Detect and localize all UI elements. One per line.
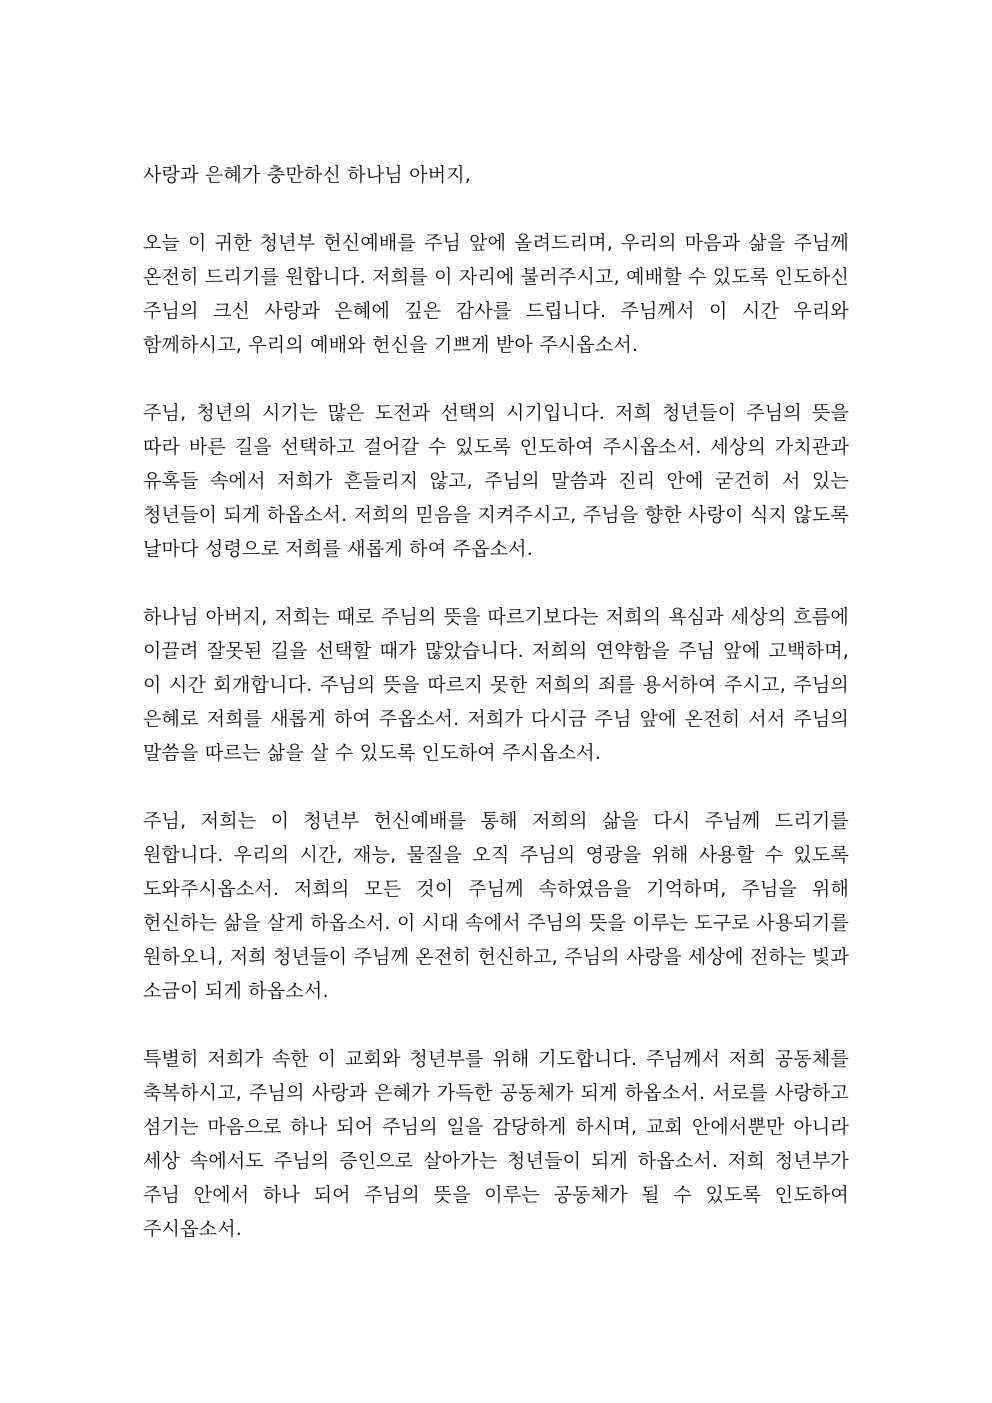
paragraph-opening: 오늘 이 귀한 청년부 헌신예배를 주님 앞에 올려드리며, 우리의 마음과 삶을 주님께 온전히 드리기를 원합니다. 저희를 이 자리에 불러주시고, 예배할 수 있도록 인도하신 주님의 크신 사랑과 은혜에 깊은 감사를 드립니다. 주님께서 이 시간 우리와 함께하시고, 우리의 예배와 헌신을 기쁘게 받아 주시옵소서.	[143, 232, 849, 356]
greeting-line: 사랑과 은혜가 충만하신 하나님 아버지,	[143, 164, 472, 186]
prayer-body	[143, 158, 849, 1246]
paragraph-repentance: 하나님 아버지, 저희는 때로 주님의 뜻을 따르기보다는 저희의 욕심과 세상의 흐름에 이끌려 잘못된 길을 선택할 때가 많았습니다. 저희의 연약함을 주님 앞에 고백하며, 이 시간 회개합니다. 주님의 뜻을 따르지 못한 저희의 죄를 용서하여 주시고, 주님의 은혜로 저희를 새롭게 하여 주옵소서. 저희가 다시금 주님 앞에 온전히 서서 주님의 말씀을 따르는 삶을 살 수 있도록 인도하여 주시옵소서.	[143, 606, 849, 764]
paragraph-church-community: 특별히 저희가 속한 이 교회와 청년부를 위해 기도합니다. 주님께서 저희 공동체를 축복하시고, 주님의 사랑과 은혜가 가득한 공동체가 되게 하옵소서. 서로를 사랑하고 섬기는 마음으로 하나 되어 주님의 일을 감당하게 하시며, 교회 안에서뿐만 아니라 세상 속에서도 주님의 증인으로 살아가는 청년들이 되게 하옵소서. 저희 청년부가 주님 안에서 하나 되어 주님의 뜻을 이루는 공동체가 될 수 있도록 인도하여 주시옵소서.	[143, 1048, 849, 1240]
paragraph-youth-guidance: 주님, 청년의 시기는 많은 도전과 선택의 시기입니다. 저희 청년들이 주님의 뜻을 따라 바른 길을 선택하고 걸어갈 수 있도록 인도하여 주시옵소서. 세상의 가치관과 유혹들 속에서 저희가 흔들리지 않고, 주님의 말씀과 진리 안에 굳건히 서 있는 청년들이 되게 하옵소서. 저희의 믿음을 지켜주시고, 주님을 향한 사랑이 식지 않도록 날마다 성령으로 저희를 새롭게 하여 주옵소서.	[143, 402, 849, 560]
paragraph-dedication: 주님, 저희는 이 청년부 헌신예배를 통해 저희의 삶을 다시 주님께 드리기를 원합니다. 우리의 시간, 재능, 물질을 오직 주님의 영광을 위해 사용할 수 있도록 도와주시옵소서. 저희의 모든 것이 주님께 속하였음을 기억하며, 주님을 위해 헌신하는 삶을 살게 하옵소서. 이 시대 속에서 주님의 뜻을 이루는 도구로 사용되기를 원하오니, 저희 청년들이 주님께 온전히 헌신하고, 주님의 사랑을 세상에 전하는 빛과 소금이 되게 하옵소서.	[143, 810, 849, 1002]
